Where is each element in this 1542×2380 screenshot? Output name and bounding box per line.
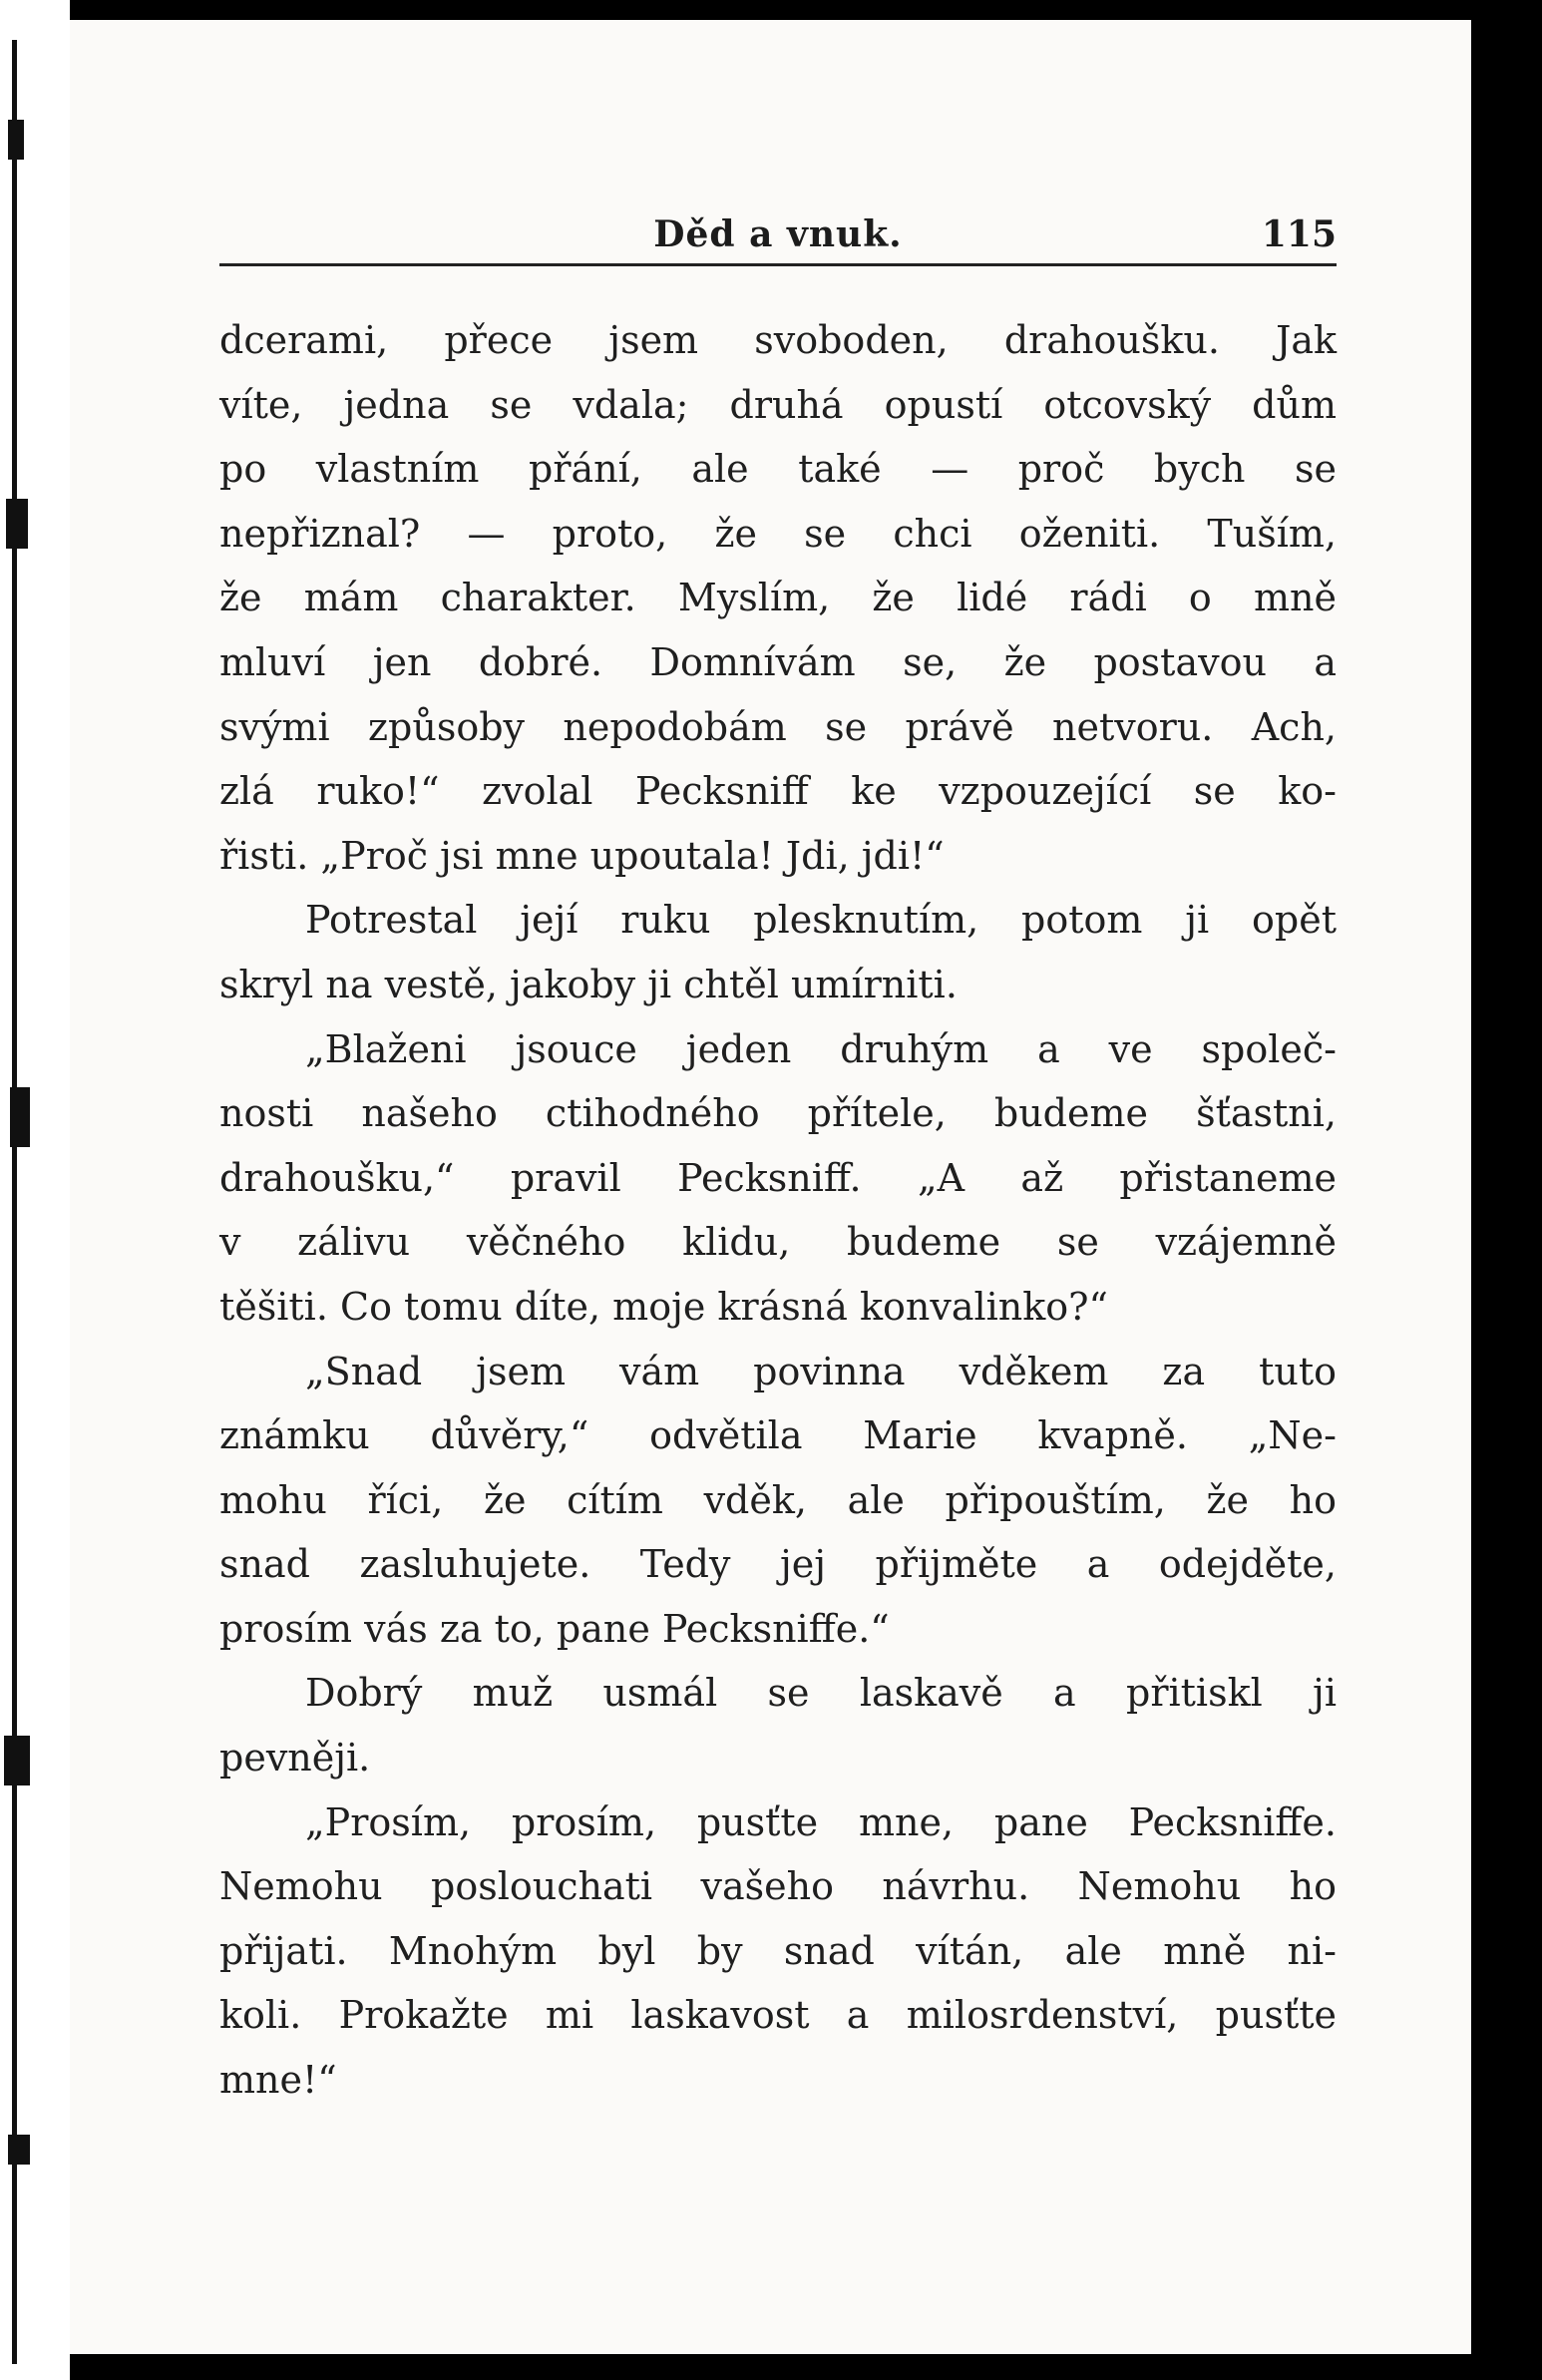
text-line: Dobrý muž usmál se laskavě a přitiskl ji bbox=[305, 1671, 1337, 1716]
text-line: drahoušku,“ pravil Pecksniff. „A až přistaneme bbox=[219, 1155, 1337, 1200]
scan-artifact bbox=[8, 120, 24, 160]
text-line: mne!“ bbox=[219, 2058, 337, 2103]
text-line: Nemohu poslouchati vašeho návrhu. Nemohu ho bbox=[219, 1864, 1337, 1909]
text-line: známku důvěry,“ odvětila Marie kvapně. „Ne- bbox=[219, 1413, 1337, 1458]
text-line: řisti. „Proč jsi mne upoutala! Jdi, jdi!“ bbox=[219, 833, 945, 878]
text-line: Potrestal její ruku plesknutím, potom ji opět bbox=[305, 898, 1337, 943]
page-number: 115 bbox=[1261, 213, 1337, 255]
text-line: po vlastním přání, ale také — proč bych se bbox=[219, 447, 1337, 492]
running-title: Děd a vnuk. bbox=[653, 213, 903, 255]
text-line: mluví jen dobré. Domnívám se, že postavou a bbox=[219, 639, 1337, 684]
text-line: v zálivu věčného klidu, budeme se vzájemně bbox=[219, 1220, 1337, 1265]
scan-margin bbox=[0, 0, 70, 2380]
text-line: nosti našeho ctihodného přítele, budeme šťastni, bbox=[219, 1091, 1337, 1136]
text-line: koli. Prokažte mi laskavost a milosrdenství, pusťte bbox=[219, 1993, 1337, 2038]
text-line: dcerami, přece jsem svoboden, drahoušku. Jak bbox=[219, 318, 1337, 362]
text-line: skryl na vestě, jakoby ji chtěl umírniti. bbox=[219, 962, 958, 1006]
page-content bbox=[219, 199, 1337, 2113]
text-line: svými způsoby nepodobám se právě netvoru. Ach, bbox=[219, 704, 1337, 749]
text-line: že mám charakter. Myslím, že lidé rádi o mně bbox=[219, 576, 1337, 620]
text-line: zlá ruko!“ zvolal Pecksniff ke vzpouzející se ko- bbox=[219, 769, 1337, 814]
text-line: nepřiznal? — proto, že se chci oženiti. Tuším, bbox=[219, 511, 1337, 556]
text-line: pevněji. bbox=[219, 1736, 371, 1781]
text-line: „Prosím, prosím, pusťte mne, pane Pecksniffe. bbox=[305, 1799, 1337, 1844]
book-page bbox=[70, 20, 1471, 2354]
text-line: „Blaženi jsouce jeden druhým a ve společ- bbox=[305, 1026, 1337, 1071]
scan-artifact bbox=[4, 1736, 30, 1785]
running-head bbox=[219, 199, 1337, 266]
scan-artifact bbox=[6, 499, 28, 549]
scan-artifact bbox=[10, 1087, 30, 1147]
body-text bbox=[219, 308, 1337, 2113]
text-line: prosím vás za to, pane Pecksniffe.“ bbox=[219, 1606, 890, 1651]
text-line: těšiti. Co tomu díte, moje krásná konvalinko?“ bbox=[219, 1284, 1108, 1329]
text-line: mohu říci, že cítím vděk, ale připouštím, že ho bbox=[219, 1477, 1337, 1522]
text-line: víte, jedna se vdala; druhá opustí otcovský dům bbox=[219, 382, 1337, 427]
scan-artifact bbox=[8, 2135, 30, 2165]
text-line: přijati. Mnohým byl by snad vítán, ale mně ni- bbox=[219, 1928, 1337, 1973]
scan-binding-line bbox=[12, 40, 17, 2364]
text-line: „Snad jsem vám povinna vděkem za tuto bbox=[305, 1349, 1337, 1393]
text-line: snad zasluhujete. Tedy jej přijměte a odejděte, bbox=[219, 1542, 1337, 1587]
